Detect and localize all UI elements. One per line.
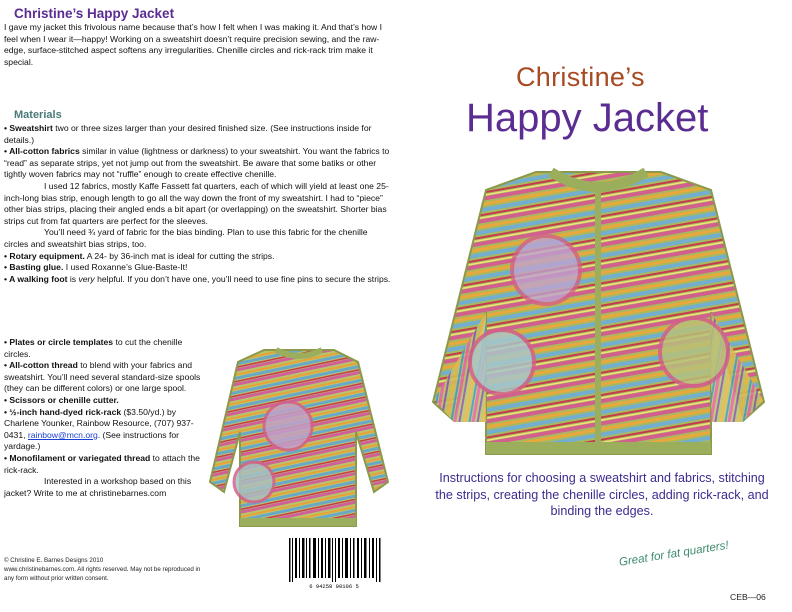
material-templates: • Plates or circle templates to cut the chenille circles. <box>4 337 183 359</box>
materials-list-top <box>4 123 392 285</box>
binding-note: You’ll need ¾ yard of fabric for the bias binding. Plan to use this fabric for the chenille circles and sweatshirt bias strips, too. <box>4 227 368 249</box>
rights-line: www.christinebarnes.com. All rights reserved. May not be reproduced in any form without prior written consent. <box>4 566 201 582</box>
material-scissors: • Scissors or chenille cutter. <box>4 394 119 405</box>
material-fabrics: • All-cotton fabrics similar in value (lightness or darkness) to your sweatshirt. You want the fabrics to “read” as separate strips, yet not jump out from the sweatshirt. Be aware that some batiks or other tightly woven fabrics may not “ruffle” enough to create effective chenille. <box>4 146 390 180</box>
pattern-code: CEB—06 <box>730 592 766 602</box>
copyright-footer <box>4 556 204 583</box>
intro-paragraph: I gave my jacket this frivolous name because that’s how I felt when I was making it. And that’s how I feel when I wear it—happy! Working on a sweatshirt doesn’t require precision sewing, and the raw-edge, surface-stitched aspect softens any irregularities. Chenille circles and rick-rack trim make it special. <box>4 22 382 67</box>
fat-quarters-tagline: Great for fat quarters! <box>618 538 730 569</box>
workshop-note: Interested in a workshop based on this jacket? Write to me at christinebarnes.com <box>4 476 192 498</box>
cover-description: Instructions for choosing a sweatshirt and fabrics, stitching the strips, creating the chenille circles, adding rick-rack, and binding the edges. <box>435 471 769 518</box>
barcode-image <box>286 536 382 590</box>
page-title: Christine’s Happy Jacket <box>14 6 175 21</box>
material-thread: • All-cotton thread to blend with your fabrics and sweatshirt. You’ll need several standard-size spools (they can be different colors) or one large spool. <box>4 360 201 394</box>
rainbow-email-link[interactable]: rainbow@mcn.org <box>27 429 98 440</box>
copyright-line: © Christine E. Barnes Designs 2010 <box>4 557 104 564</box>
barcode-number: 6 94258 00106 5 <box>309 583 359 590</box>
material-monofilament: • Monofilament or variegated thread to attach the rick-rack. <box>4 452 200 475</box>
jacket-back-photo <box>206 332 392 536</box>
material-sweatshirt: • Sweatshirt two or three sizes larger than your desired finished size. (See instructions inside for details.) <box>4 123 372 145</box>
material-walking-foot: • A walking foot is very helpful. If you don’t have one, you’ll need to use fine pins to secure the strips. <box>4 273 391 284</box>
material-rickrack: • ½-inch hand-dyed rick-rack ($3.50/yd.) by Charlene Younker, Rainbow Resource, (707) 937-0431, rainbow@mcn.org. (See instructions for yardage.) <box>4 406 194 452</box>
material-glue: • Basting glue. I used Roxanne’s Glue-Baste-It! <box>4 262 188 273</box>
fabrics-note: I used 12 fabrics, mostly Kaffe Fassett fat quarters, each of which will yield at least one 25-inch-long bias strip, enough length to go all the way down the front of my sweatshirt. I had to “piece” other bias strips, placing their angled ends a bit apart (or overlapping) on the sweatshirt. Shorter bias strips cut from fat quarters are perfect for the sleeves. <box>4 180 389 226</box>
cover-title-line1: Christine’s <box>516 62 645 92</box>
materials-heading: Materials <box>14 109 62 121</box>
cover-page <box>396 0 792 612</box>
material-rotary: • Rotary equipment. A 24- by 36-inch mat is ideal for cutting the strips. <box>4 250 275 261</box>
materials-list-bottom <box>4 337 202 499</box>
jacket-front-photo <box>426 162 771 462</box>
cover-title-line2: Happy Jacket <box>466 96 709 140</box>
